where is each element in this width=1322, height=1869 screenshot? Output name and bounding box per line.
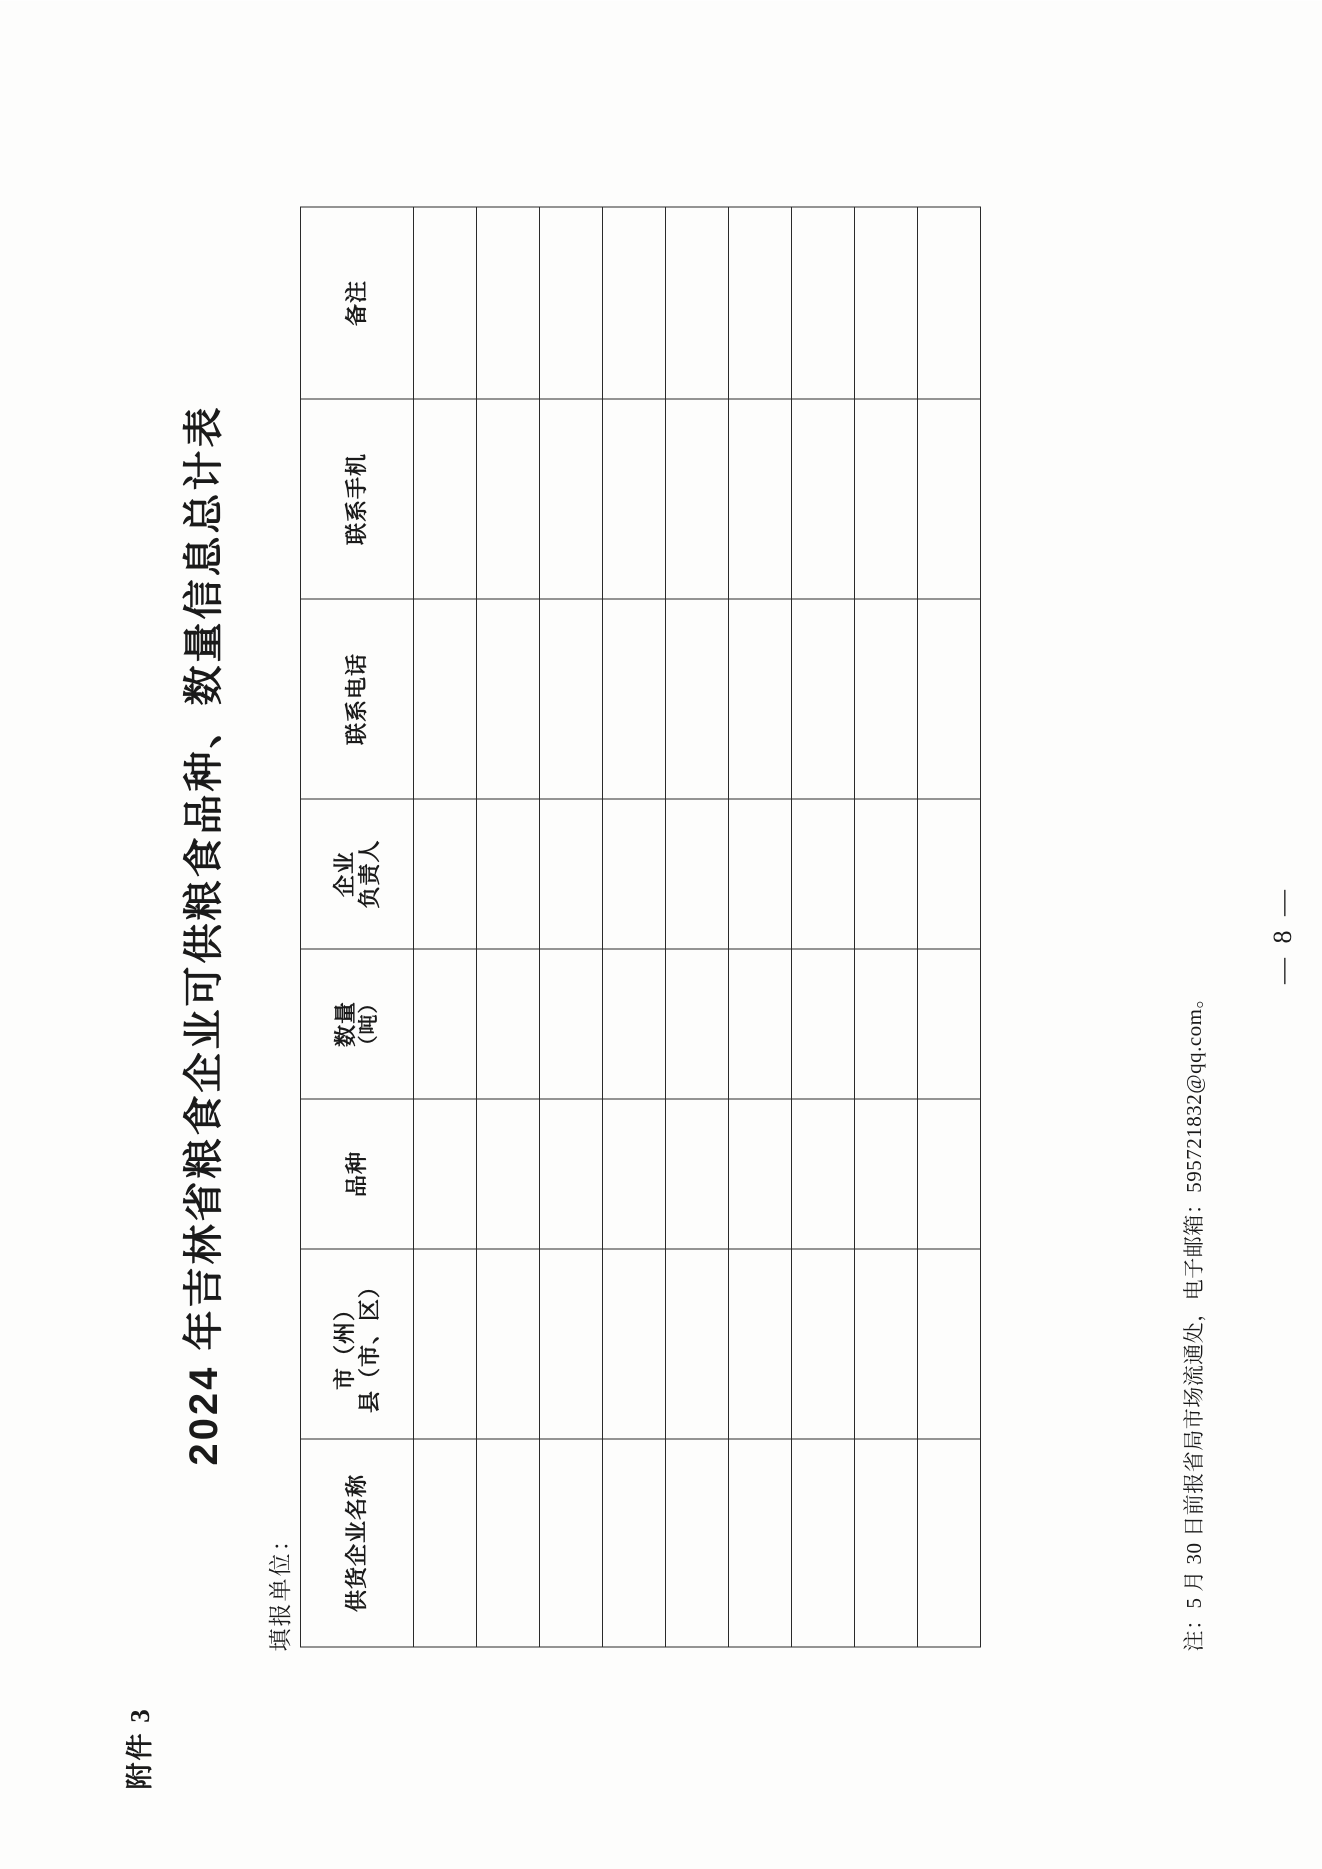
cell-mobile[interactable] (666, 399, 729, 599)
cell-telephone[interactable] (603, 599, 666, 799)
column-header-telephone (301, 599, 414, 799)
cell-manager[interactable] (414, 799, 477, 949)
cell-mobile[interactable] (729, 399, 792, 599)
grain-supply-table (300, 206, 981, 1647)
cell-mobile[interactable] (477, 399, 540, 599)
cell-variety[interactable] (855, 1099, 918, 1249)
table-row (477, 207, 540, 1647)
cell-quantity[interactable] (918, 949, 981, 1099)
cell-telephone[interactable] (792, 599, 855, 799)
cell-supplier[interactable] (792, 1439, 855, 1647)
cell-mobile[interactable] (792, 399, 855, 599)
cell-quantity[interactable] (666, 949, 729, 1099)
cell-region[interactable] (414, 1249, 477, 1439)
cell-remark[interactable] (666, 207, 729, 399)
page-number: — 8 — (1268, 885, 1297, 984)
cell-quantity[interactable] (792, 949, 855, 1099)
table-row (540, 207, 603, 1647)
table-row (792, 207, 855, 1647)
table-row (603, 207, 666, 1647)
column-header-manager (301, 799, 414, 949)
page-title: 2024 年吉林省粮食企业可供粮食品种、数量信息总计表 (182, 403, 226, 1466)
column-header-quantity (301, 949, 414, 1099)
column-header-variety-label: 品种 (344, 1150, 370, 1197)
cell-remark[interactable] (477, 207, 540, 399)
column-header-mobile (301, 399, 414, 599)
cell-supplier[interactable] (729, 1439, 792, 1647)
cell-manager[interactable] (918, 799, 981, 949)
cell-telephone[interactable] (477, 599, 540, 799)
table-row (855, 207, 918, 1647)
column-header-variety (301, 1099, 414, 1249)
cell-mobile[interactable] (540, 399, 603, 599)
cell-supplier[interactable] (540, 1439, 603, 1647)
column-header-region (301, 1249, 414, 1439)
cell-manager[interactable] (603, 799, 666, 949)
column-header-supplier (301, 1439, 414, 1647)
column-header-manager-label-2: 负责人 (357, 839, 382, 909)
table-row (414, 207, 477, 1647)
table-header-row (301, 207, 414, 1647)
cell-manager[interactable] (729, 799, 792, 949)
cell-manager[interactable] (477, 799, 540, 949)
cell-variety[interactable] (414, 1099, 477, 1249)
cell-region[interactable] (792, 1249, 855, 1439)
cell-supplier[interactable] (414, 1439, 477, 1647)
column-header-quantity-label-1: 数量 (332, 1000, 358, 1047)
cell-remark[interactable] (540, 207, 603, 399)
table-row (729, 207, 792, 1647)
cell-variety[interactable] (666, 1099, 729, 1249)
column-header-telephone-label: 联系电话 (344, 652, 370, 745)
column-header-remark-label: 备注 (344, 279, 370, 326)
attachment-label: 附件 3 (125, 1706, 155, 1789)
cell-quantity[interactable] (729, 949, 792, 1099)
cell-mobile[interactable] (918, 399, 981, 599)
cell-variety[interactable] (603, 1099, 666, 1249)
cell-region[interactable] (729, 1249, 792, 1439)
column-header-remark (301, 207, 414, 399)
cell-region[interactable] (918, 1249, 981, 1439)
cell-telephone[interactable] (729, 599, 792, 799)
column-header-region-label-1: 市（州） (331, 1297, 357, 1390)
cell-telephone[interactable] (666, 599, 729, 799)
cell-mobile[interactable] (414, 399, 477, 599)
column-header-mobile-label: 联系手机 (344, 452, 370, 545)
column-header-region-label-2: 县（市、区） (357, 1274, 382, 1413)
cell-mobile[interactable] (603, 399, 666, 599)
cell-quantity[interactable] (414, 949, 477, 1099)
cell-variety[interactable] (477, 1099, 540, 1249)
cell-quantity[interactable] (855, 949, 918, 1099)
cell-manager[interactable] (792, 799, 855, 949)
cell-supplier[interactable] (918, 1439, 981, 1647)
cell-variety[interactable] (729, 1099, 792, 1249)
column-header-quantity-label-2: （吨） (358, 992, 381, 1055)
cell-manager[interactable] (666, 799, 729, 949)
column-header-manager-label-1: 企业 (331, 850, 357, 897)
footer-note: 注：5 月 30 日前报省局市场流通处，电子邮箱：595721832@qq.com。 (1182, 986, 1206, 1651)
cell-region[interactable] (477, 1249, 540, 1439)
table-row (666, 207, 729, 1647)
cell-region[interactable] (855, 1249, 918, 1439)
cell-variety[interactable] (792, 1099, 855, 1249)
table-row (918, 207, 981, 1647)
cell-supplier[interactable] (477, 1439, 540, 1647)
cell-telephone[interactable] (414, 599, 477, 799)
cell-quantity[interactable] (540, 949, 603, 1099)
cell-telephone[interactable] (918, 599, 981, 799)
cell-quantity[interactable] (477, 949, 540, 1099)
cell-region[interactable] (666, 1249, 729, 1439)
cell-mobile[interactable] (855, 399, 918, 599)
column-header-supplier-label: 供货企业名称 (344, 1473, 370, 1612)
cell-supplier[interactable] (603, 1439, 666, 1647)
cell-remark[interactable] (918, 207, 981, 399)
fill-unit-label: 填报单位： (268, 1526, 293, 1651)
cell-telephone[interactable] (540, 599, 603, 799)
cell-telephone[interactable] (855, 599, 918, 799)
cell-supplier[interactable] (855, 1439, 918, 1647)
cell-manager[interactable] (855, 799, 918, 949)
cell-region[interactable] (540, 1249, 603, 1439)
cell-remark[interactable] (414, 207, 477, 399)
cell-remark[interactable] (603, 207, 666, 399)
cell-variety[interactable] (918, 1099, 981, 1249)
cell-supplier[interactable] (666, 1439, 729, 1647)
cell-remark[interactable] (855, 207, 918, 399)
cell-region[interactable] (603, 1249, 666, 1439)
cell-remark[interactable] (729, 207, 792, 399)
cell-quantity[interactable] (603, 949, 666, 1099)
cell-variety[interactable] (540, 1099, 603, 1249)
cell-manager[interactable] (540, 799, 603, 949)
cell-remark[interactable] (792, 207, 855, 399)
